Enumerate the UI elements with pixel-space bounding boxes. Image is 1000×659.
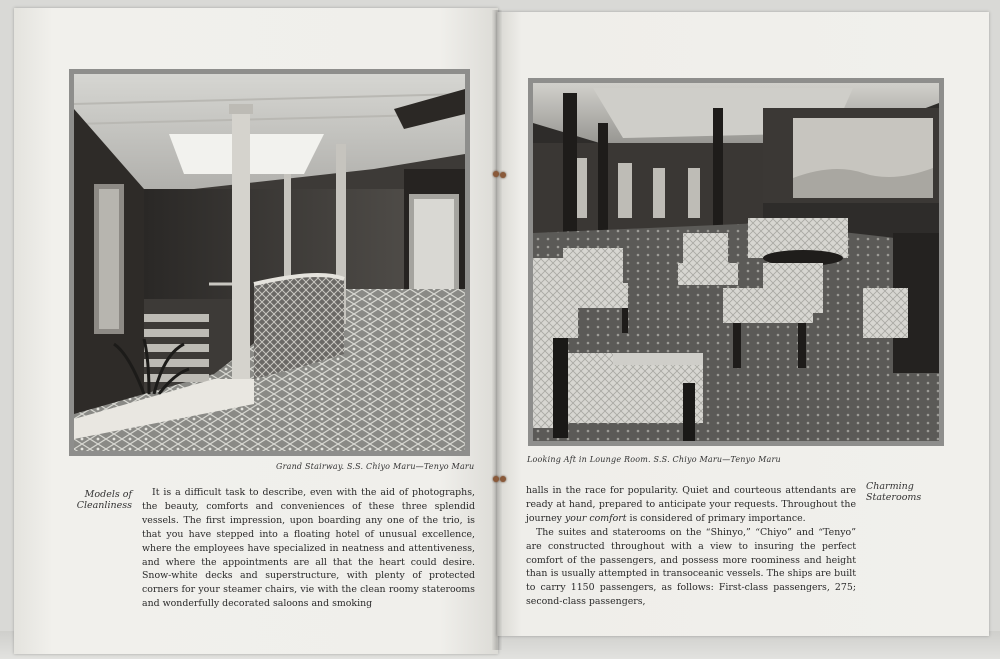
margin-note-cleanliness xyxy=(62,489,132,511)
paragraph xyxy=(526,484,856,526)
margin-note-line: Charming xyxy=(866,481,914,492)
margin-note-line: Models of xyxy=(84,489,132,500)
left-body-text xyxy=(142,486,475,611)
margin-note-line: Cleanliness xyxy=(76,500,132,511)
binding-hole xyxy=(493,476,499,482)
margin-note-line: Staterooms xyxy=(866,492,922,503)
right-photo-caption: Looking Aft in Lounge Room. S.S. Chiyo Maru—Tenyo Maru xyxy=(527,455,781,464)
binding-hole xyxy=(493,171,499,177)
book-gutter xyxy=(492,10,502,650)
binding-hole xyxy=(500,476,506,482)
text-run: halls in the race for popularity. Quiet and courteous attendants are ready at hand, prepared to anticipate your requests. Throughout the journey xyxy=(526,485,856,524)
paragraph: The suites and staterooms on the “Shinyo,” “Chiyo” and “Tenyo” are constructed throughout with a view to insuring the perfect comfort of the passengers, and possess more roominess and height than is usually attempted in transoceanic vessels. The ships are built to carry 1150 passengers, as follows: First-class passengers, 275; second-class passengers, xyxy=(526,526,856,608)
margin-note-staterooms xyxy=(866,481,936,503)
text-run: is considered of primary importance. xyxy=(626,512,806,524)
emphasis-text: your comfort xyxy=(564,512,627,524)
binding-hole xyxy=(500,172,506,178)
paragraph: It is a difficult task to describe, even with the aid of photographs, the beauty, comforts and conveniences of these three splendid vessels. The first impression, upon boarding any one of the trio, is that you have stepped into a floating hotel of unusual excellence, where the employees have specialized in neatness and attentiveness, and where the appointments are all that the heart could desire. Snow-white decks and superstructure, with plenty of protected corners for your steamer chairs, vie with the clean roomy staterooms and wonderfully decorated saloons and smoking xyxy=(142,487,475,610)
left-photo-caption: Grand Stairway. S.S. Chiyo Maru—Tenyo Maru xyxy=(276,462,475,471)
grand-stairway-photo xyxy=(69,69,470,456)
lounge-room-photo xyxy=(528,78,944,446)
right-body-text xyxy=(526,484,856,609)
